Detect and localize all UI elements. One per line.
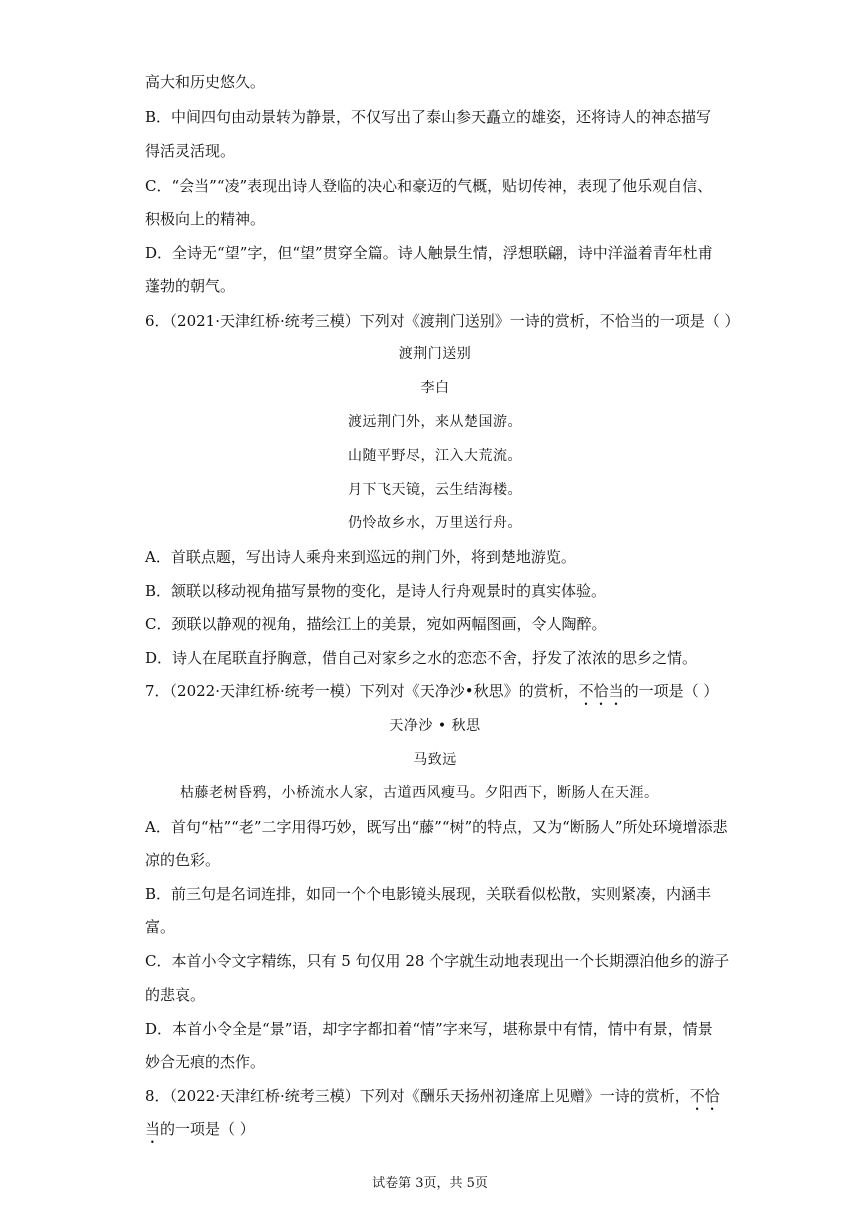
q7-poem-body: 枯藤老树昏鸦，小桥流水人家，古道西风瘦马。夕阳西下，断肠人在天涯。 bbox=[180, 785, 659, 801]
q5-continuation: 高大和历史悠久。 bbox=[145, 73, 266, 91]
q8-stem-emphasis-cont: 当 bbox=[145, 1120, 161, 1138]
q5-option-b-cont: 得活灵活现。 bbox=[145, 142, 236, 160]
q7-option-d-cont: 妙合无痕的杰作。 bbox=[145, 1053, 266, 1071]
q7-option-d: D．本首小令全是“景”语，却字字都扣着“情”字来写，堪称景中有情，情中有景，情景 bbox=[145, 1020, 713, 1038]
q7-stem-tail: 的一项是（ ） bbox=[623, 682, 719, 700]
q7-option-a: A．首句“枯”“老”二字用得巧妙，既写出“藤”“树”的特点，又为“断肠人”所处环境增添悲 bbox=[145, 818, 728, 836]
q5-option-d: D．全诗无“望”字，但“望”贯穿全篇。诗人触景生情，浮想联翩，诗中洋溢着青年杜甫 bbox=[145, 244, 713, 262]
q5-option-b: B．中间四句由动景转为静景，不仅写出了泰山参天矗立的雄姿，还将诗人的神态描写 bbox=[145, 108, 712, 126]
q7-option-c-cont: 的悲哀。 bbox=[145, 986, 206, 1004]
q5-option-c: C．“会当”“凌”表现出诗人登临的决心和豪迈的气概，贴切传神，表现了他乐观自信、 bbox=[145, 177, 713, 195]
q7-option-b-cont: 富。 bbox=[145, 918, 176, 936]
q7-option-b: B．前三句是名词连排，如同一个个电影镜头展现，关联看似松散，实则紧凑，内涵丰 bbox=[145, 885, 712, 903]
q6-poem-line: 月下飞天镜，云生结海楼。 bbox=[348, 482, 522, 498]
q8-stem-cont bbox=[145, 1119, 725, 1147]
q6-poem-line: 山随平野尽，江入大荒流。 bbox=[348, 448, 522, 464]
q6-option-a: A．首联点题，写出诗人乘舟来到巡远的荆门外，将到楚地游览。 bbox=[145, 548, 576, 566]
q6-option-d: D．诗人在尾联直抒胸意，借自己对家乡之水的恋恋不舍，抒发了浓浓的思乡之情。 bbox=[145, 649, 698, 667]
q8-stem bbox=[145, 1086, 725, 1114]
q5-option-c-cont: 积极向上的精神。 bbox=[145, 210, 266, 228]
q8-stem-tail: 的一项是（ ） bbox=[160, 1120, 255, 1138]
q7-stem-emphasis: 不恰当 bbox=[578, 682, 624, 700]
q7-option-a-cont: 凉的色彩。 bbox=[145, 851, 221, 869]
q7-poem-author: 马致远 bbox=[413, 752, 457, 768]
q6-option-c: C．颈联以静观的视角，描绘江上的美景，宛如两幅图画，令人陶醉。 bbox=[145, 615, 607, 633]
q6-poem-title: 渡荆门送别 bbox=[398, 346, 472, 362]
q6-option-b: B．颔联以移动视角描写景物的变化，是诗人行舟观景时的真实体验。 bbox=[145, 582, 607, 600]
q8-stem-emphasis: 不恰 bbox=[689, 1087, 720, 1105]
q7-poem-title: 天净沙 • 秋思 bbox=[389, 718, 481, 734]
q6-poem-author: 李白 bbox=[420, 380, 450, 396]
q6-poem-line: 渡远荆门外，来从楚国游。 bbox=[348, 414, 522, 430]
q8-stem-text: 8．（2022·天津红桥·统考三模）下列对《酬乐天扬州初逢席上见赠》一诗的赏析， bbox=[145, 1087, 690, 1105]
q6-poem-line: 仍怜故乡水，万里送行舟。 bbox=[348, 515, 522, 531]
q7-stem bbox=[145, 681, 725, 709]
q7-stem-text: 7．（2022·天津红桥·统考一模）下列对《天净沙•秋思》的赏析， bbox=[145, 682, 579, 700]
q5-option-d-cont: 蓬勃的朝气。 bbox=[145, 277, 236, 295]
q6-stem: 6．（2021·天津红桥·统考三模）下列对《渡荆门送别》一诗的赏析，不恰当的一项是（ ） bbox=[145, 312, 740, 330]
q7-option-c: C．本首小令文字精练，只有 5 句仅用 28 个字就生动地表现出一个长期漂泊他乡的游子 bbox=[145, 952, 730, 970]
page-footer: 试卷第 3页，共 5页 bbox=[372, 1176, 488, 1191]
